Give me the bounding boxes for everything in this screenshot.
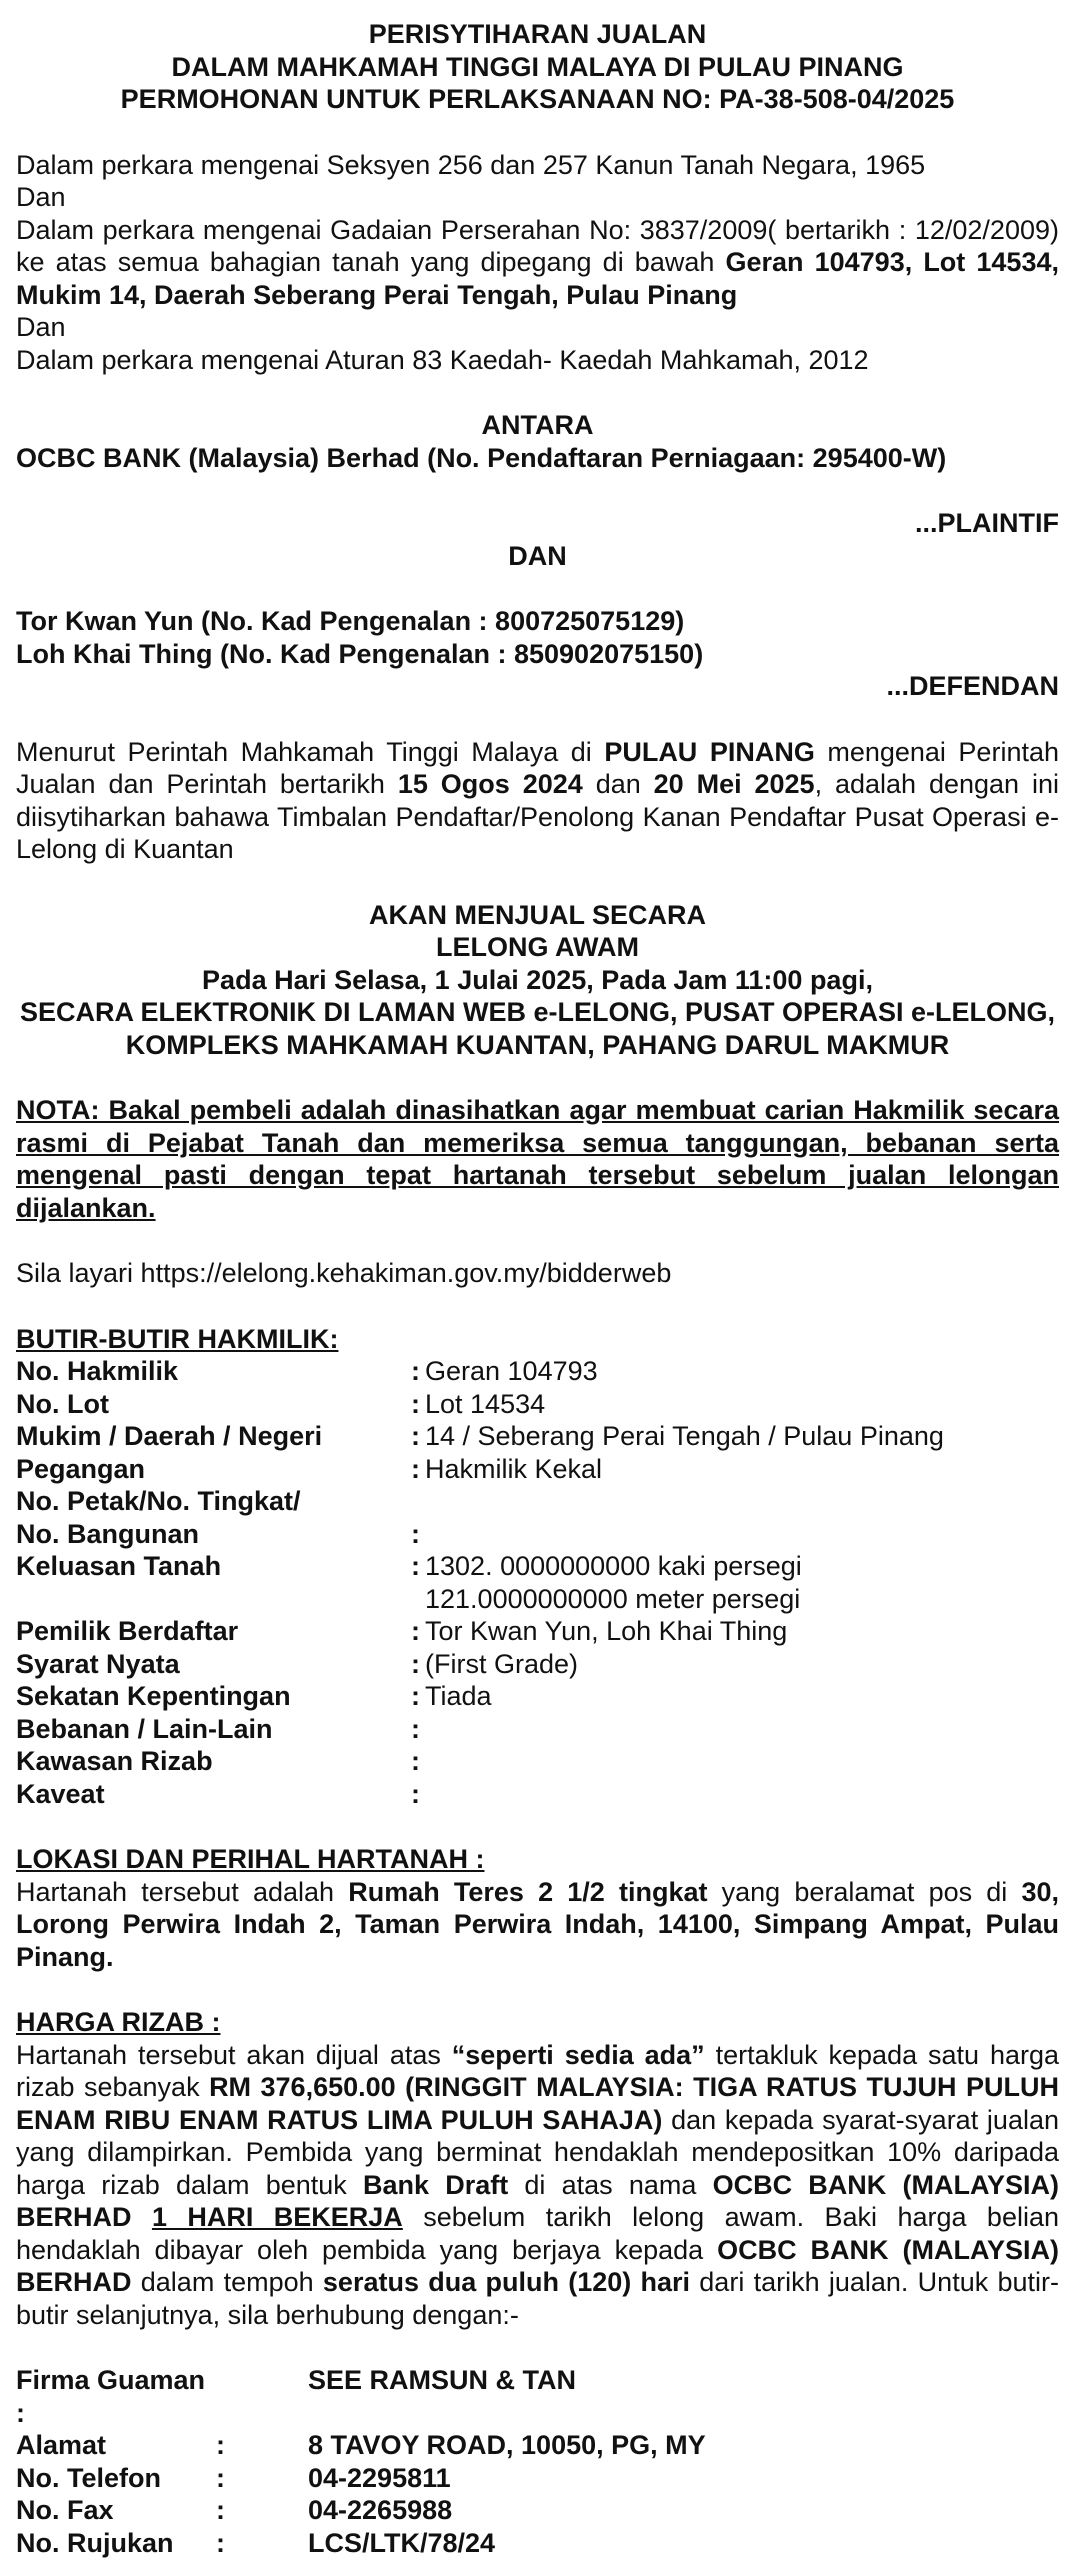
- contact-row: [16, 2429, 706, 2462]
- title-detail-row-colon: :: [411, 1551, 420, 1581]
- title-detail-row-value: Hakmilik Kekal: [425, 1453, 603, 1484]
- parties-section: [16, 409, 1059, 703]
- dan-label: DAN: [508, 540, 567, 571]
- reserve-price-heading: HARGA RIZAB :: [16, 2007, 221, 2037]
- title-detail-row-label: Syarat Nyata: [16, 1648, 180, 1679]
- matter-section: [16, 149, 1059, 377]
- title-detail-row-colon: :: [411, 1746, 420, 1776]
- contact-row-colon: [216, 2364, 308, 2429]
- auction-date: Pada Hari Selasa, 1 Julai 2025, Pada Jam 11:00 pagi,: [202, 964, 873, 995]
- title-detail-row-value: 121.0000000000 meter persegi: [425, 1583, 801, 1614]
- title-detail-row-value: 1302. 0000000000 kaki persegi: [425, 1551, 802, 1581]
- visit-website: Sila layari https://elelong.kehakiman.gov.my/bidderweb: [16, 1258, 672, 1288]
- auction-line-2: LELONG AWAM: [436, 932, 639, 962]
- title-detail-row: [16, 1518, 944, 1551]
- title-detail-row-colon: :: [411, 1453, 420, 1484]
- header-title: PERISYTIHARAN JUALAN: [368, 19, 707, 49]
- title-detail-row-colon: :: [411, 1681, 420, 1711]
- reserve-price-paragraph: Hartanah tersebut akan dijual atas “seperti sedia ada” tertakluk kepada satu harga rizab sebanyak RM 376,650.00 (RINGGIT MALAYSIA: TIGA RATUS TUJUH PULUH ENAM RIBU ENAM RATUS LIMA PULUH SAHAJA) dan kepada syarat-syarat jualan yang dilampirkan. Pembida yang berminat hendaklah mendepositkan 10% daripada harga rizab dalam bentuk Bank Draft di atas nama OCBC BANK (MALAYSIA) BERHAD 1 HARI BEKERJA sebelum tarikh lelong awam. Baki harga belian hendaklah dibayar oleh pembida yang berjaya kepada OCBC BANK (MALAYSIA) BERHAD dalam tempoh seratus dua puluh (120) hari dari tarikh jualan. Untuk butir-butir selanjutnya, sila berhubung dengan:-: [16, 2039, 1060, 2330]
- title-detail-row-value: [425, 1745, 944, 1778]
- title-detail-row-label: [16, 1583, 411, 1616]
- title-detail-row: [16, 1680, 944, 1713]
- title-detail-row-colon: [411, 1583, 425, 1616]
- auction-line-1: AKAN MENJUAL SECARA: [368, 899, 707, 930]
- contact-row-colon: :: [216, 2527, 225, 2558]
- title-detail-row-value: Tiada: [425, 1681, 492, 1711]
- title-detail-row-colon: :: [411, 1518, 420, 1549]
- title-detail-row: [16, 1453, 944, 1486]
- title-detail-row: [16, 1615, 944, 1648]
- title-detail-row-label: Kawasan Rizab: [16, 1746, 213, 1776]
- court-order-paragraph: Menurut Perintah Mahkamah Tinggi Malaya di PULAU PINANG mengenai Perintah Jualan dan Perintah bertarikh 15 Ogos 2024 dan 20 Mei 2025, adalah dengan ini diisytiharkan bahawa Timbalan Pendaftar/Penolong Kanan Pendaftar Pusat Operasi e-Lelong di Kuantan: [16, 736, 1059, 864]
- bidder-website-link[interactable]: https://elelong.kehakiman.gov.my/bidderweb: [140, 1258, 672, 1288]
- reserve-price-section: [16, 2006, 1059, 2331]
- title-detail-row-value: Lot 14534: [425, 1388, 546, 1419]
- title-detail-row-colon: :: [411, 1713, 420, 1744]
- title-detail-row-colon: :: [411, 1616, 420, 1646]
- title-detail-row-colon: :: [411, 1388, 420, 1419]
- title-detail-row-label: No. Hakmilik: [16, 1356, 179, 1386]
- title-detail-row: [16, 1388, 944, 1421]
- notice-header: [16, 18, 1059, 116]
- title-detail-row-value: [425, 1485, 944, 1518]
- contact-row-colon: :: [216, 2430, 225, 2460]
- defendant-role: ...DEFENDAN: [886, 671, 1059, 701]
- title-detail-row-value: Tor Kwan Yun, Loh Khai Thing: [425, 1616, 788, 1646]
- title-detail-row-label: Mukim / Daerah / Negeri: [16, 1421, 323, 1451]
- defendant-1: Tor Kwan Yun (No. Kad Pengenalan : 800725075129): [16, 606, 685, 636]
- contact-row-value: LCS/LTK/78/24: [308, 2527, 496, 2558]
- plaintiff-role: ...PLAINTIF: [915, 508, 1059, 538]
- contact-row: [16, 2494, 706, 2527]
- title-detail-row-label: Kaveat: [16, 1778, 105, 1809]
- contact-row: [16, 2527, 706, 2560]
- title-detail-row-label: Sekatan Kepentingan: [16, 1681, 291, 1711]
- contact-row-label: No. Fax: [16, 2495, 114, 2525]
- contact-row-value: 8 TAVOY ROAD, 10050, PG, MY: [308, 2430, 706, 2460]
- title-detail-row-label: Keluasan Tanah: [16, 1551, 222, 1581]
- title-detail-row-colon: :: [411, 1356, 420, 1386]
- title-detail-row-label: No. Petak/No. Tingkat/: [16, 1486, 301, 1516]
- title-detail-row-colon: :: [411, 1778, 420, 1809]
- matter-line-3: Dalam perkara mengenai Aturan 83 Kaedah- Kaedah Mahkamah, 2012: [16, 344, 869, 375]
- contact-row-colon: :: [216, 2462, 225, 2493]
- header-case-number: PERMOHONAN UNTUK PERLAKSANAAN NO: PA-38-508-04/2025: [120, 84, 955, 114]
- title-detail-row: [16, 1745, 944, 1778]
- auction-venue-2: KOMPLEKS MAHKAMAH KUANTAN, PAHANG DARUL MAKMUR: [125, 1029, 950, 1060]
- auction-venue-1: SECARA ELEKTRONIK DI LAMAN WEB e-LELONG, PUSAT OPERASI e-LELONG,: [19, 997, 1056, 1027]
- location-heading: LOKASI DAN PERIHAL HARTANAH :: [16, 1844, 485, 1874]
- title-details-table: [16, 1355, 944, 1810]
- title-detail-row: [16, 1355, 944, 1388]
- matter-dan-1: Dan: [16, 182, 66, 212]
- auction-announcement: [16, 899, 1059, 1062]
- matter-dan-2: Dan: [16, 312, 66, 342]
- matter-line-2: Dalam perkara mengenai Gadaian Perserahan No: 3837/2009( bertarikh : 12/02/2009) ke atas semua bahagian tanah yang dipegang di bawah Geran 104793, Lot 14534, Mukim 14, Daerah Seberang Perai Tengah, Pulau Pinang: [16, 214, 1059, 310]
- title-detail-row-label: Pemilik Berdaftar: [16, 1616, 239, 1646]
- title-details-heading: BUTIR-BUTIR HAKMILIK:: [16, 1323, 339, 1354]
- solicitor-contact-table: [16, 2364, 706, 2559]
- contact-row-label: Alamat: [16, 2430, 107, 2460]
- defendant-2: Loh Khai Thing (No. Kad Pengenalan : 850902075150): [16, 638, 704, 669]
- contact-row-value: 04-2265988: [308, 2495, 453, 2525]
- title-detail-row: [16, 1485, 944, 1518]
- title-detail-row-value: [425, 1518, 944, 1551]
- title-detail-row: [16, 1420, 944, 1453]
- contact-row-label: Firma Guaman :: [16, 2365, 206, 2428]
- title-details-section: [16, 1323, 1059, 1811]
- title-detail-row-colon: :: [411, 1421, 420, 1451]
- contact-row-label: No. Telefon: [16, 2462, 161, 2493]
- title-detail-row: [16, 1550, 944, 1583]
- title-detail-row-value: [425, 1778, 944, 1811]
- contact-row-value: 04-2295811: [308, 2462, 451, 2493]
- title-detail-row: [16, 1583, 944, 1616]
- title-detail-row-colon: [411, 1485, 425, 1518]
- header-court: DALAM MAHKAMAH TINGGI MALAYA DI PULAU PINANG: [171, 51, 904, 82]
- title-detail-row-value: [425, 1713, 944, 1746]
- title-detail-row: [16, 1778, 944, 1811]
- matter-line-1: Dalam perkara mengenai Seksyen 256 dan 257 Kanun Tanah Negara, 1965: [16, 149, 926, 180]
- contact-row-label: No. Rujukan: [16, 2527, 174, 2558]
- title-detail-row-label: No. Lot: [16, 1388, 109, 1419]
- contact-row-colon: :: [216, 2495, 225, 2525]
- buyer-note: NOTA: Bakal pembeli adalah dinasihatkan agar membuat carian Hakmilik secara rasmi di Pejabat Tanah dan memeriksa semua tanggungan, bebanan serta mengenal pasti dengan tepat hartanah tersebut sebelum jualan lelongan dijalankan.: [16, 1095, 1059, 1223]
- contact-row: [16, 2462, 706, 2495]
- title-detail-row-label: No. Bangunan: [16, 1518, 199, 1549]
- plaintiff-name: OCBC BANK (Malaysia) Berhad (No. Pendaftaran Perniagaan: 295400-W): [16, 442, 947, 473]
- title-detail-row-value: Geran 104793: [425, 1356, 598, 1386]
- title-detail-row-label: Pegangan: [16, 1453, 146, 1484]
- contact-row-value: SEE RAMSUN & TAN: [308, 2365, 577, 2395]
- location-paragraph: Hartanah tersebut adalah Rumah Teres 2 1/2 tingkat yang beralamat pos di 30, Lorong Perwira Indah 2, Taman Perwira Indah, 14100, Simpang Ampat, Pulau Pinang.: [16, 1876, 1059, 1972]
- title-detail-row: [16, 1648, 944, 1681]
- title-detail-row-label: Bebanan / Lain-Lain: [16, 1713, 273, 1744]
- title-detail-row-value: 14 / Seberang Perai Tengah / Pulau Pinang: [425, 1421, 944, 1451]
- location-section: [16, 1843, 1059, 1973]
- title-detail-row-colon: :: [411, 1648, 420, 1679]
- title-detail-row: [16, 1713, 944, 1746]
- contact-row: [16, 2364, 706, 2429]
- title-detail-row-value: (First Grade): [425, 1648, 579, 1679]
- antara-label: ANTARA: [481, 410, 594, 440]
